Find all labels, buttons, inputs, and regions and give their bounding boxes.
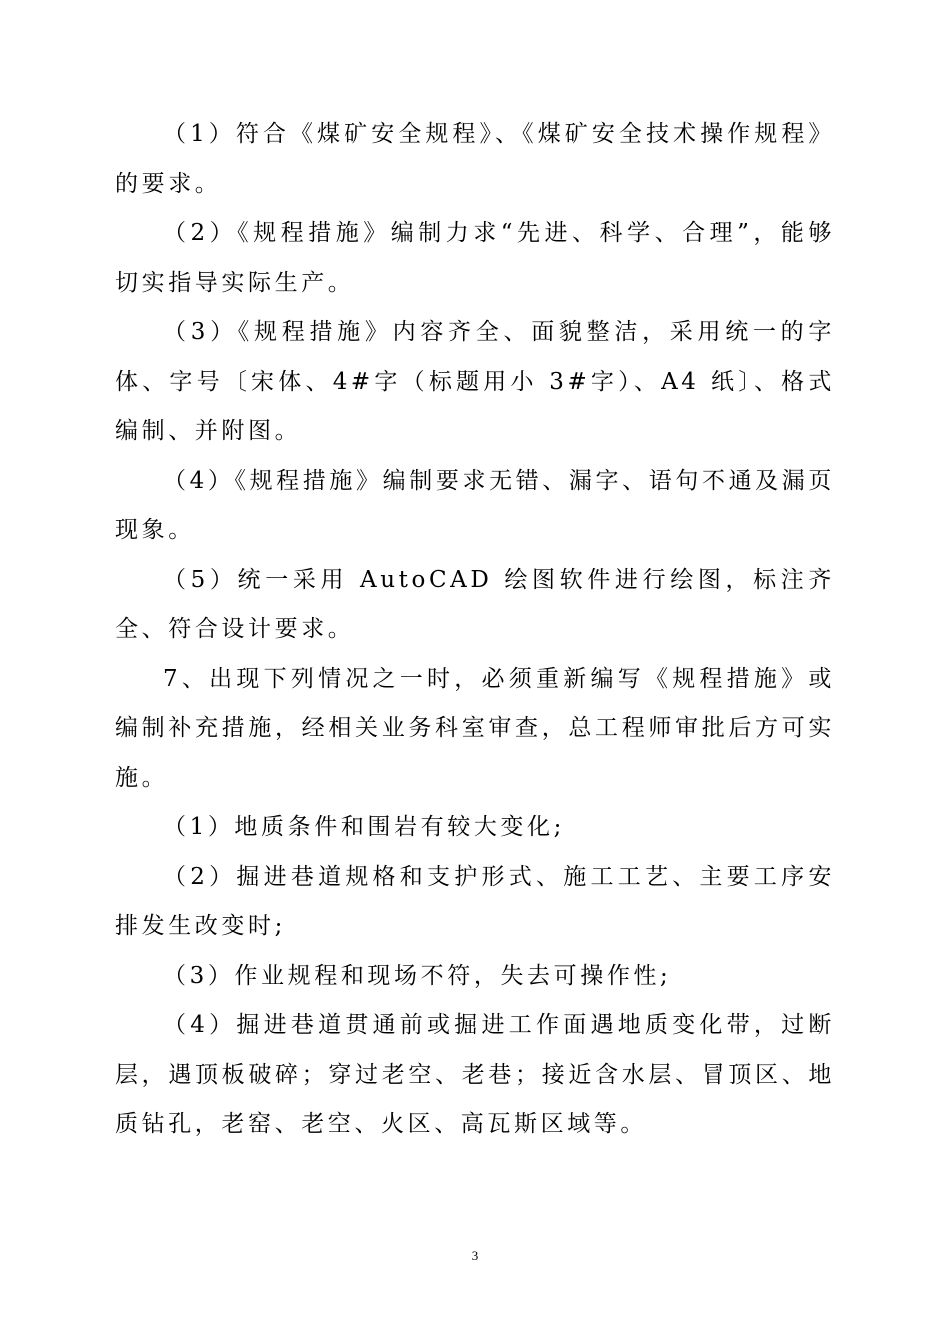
- paragraph: （4）《规程措施》编制要求无错、漏字、语句不通及漏页现象。: [115, 467, 835, 543]
- paragraph: （2）《规程措施》编制力求“先进、科学、合理”，能够切实指导实际生产。: [115, 220, 835, 296]
- paragraph: （3）作业规程和现场不符，失去可操作性;: [163, 962, 672, 989]
- paragraph: （1）地质条件和围岩有较大变化;: [163, 814, 565, 840]
- paragraph: （1）符合《煤矿安全规程》、《煤矿安全技术操作规程》的要求。: [115, 121, 835, 197]
- paragraph: （2）掘进巷道规格和支护形式、施工工艺、主要工序安排发生改变时;: [115, 863, 835, 939]
- paragraph: （5）统一采用 AutoCAD 绘图软件进行绘图，标注齐全、符合设计要求。: [115, 566, 835, 642]
- paragraph: 7、出现下列情况之一时，必须重新编写《规程措施》或编制补充措施，经相关业务科室审查，总工程师审批后方可实施。: [115, 665, 835, 791]
- paragraph: （4）掘进巷道贯通前或掘进工作面遇地质变化带，过断层，遇顶板破碎；穿过老空、老巷；接近含水层、冒顶区、地质钻孔，老窑、老空、火区、高瓦斯区域等。: [115, 1012, 835, 1137]
- document-body: [115, 110, 835, 1150]
- paragraph: （3）《规程措施》内容齐全、面貌整洁，采用统一的字体、字号〔宋体、4#字（标题用小 3#字）、A4 纸〕、格式编制、并附图。: [115, 319, 835, 444]
- page-number: 3: [471, 1248, 479, 1263]
